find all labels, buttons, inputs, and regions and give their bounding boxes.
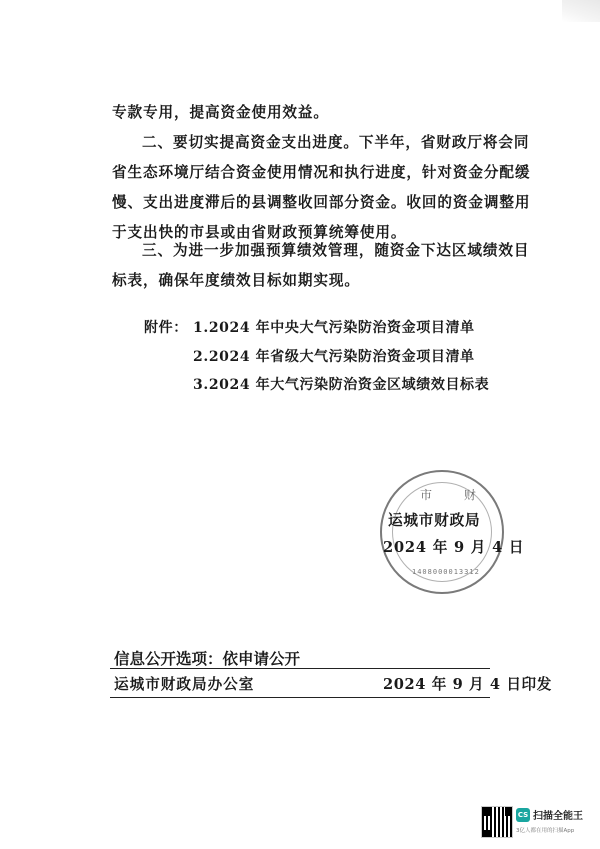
page-corner-mark [562,0,600,22]
issuer-office: 运城市财政局办公室 [114,676,255,693]
footer-rule-bottom [110,697,490,698]
scanner-slogan: 3亿人都在用的扫描App [516,828,575,834]
camscanner-logo-icon: CS [516,808,530,822]
paragraph-line: 二、要切实提高资金支出进度。下半年，省财政厅将会同 [142,134,530,151]
scanner-app-name: 扫描全能王 [533,811,583,822]
official-seal [380,470,504,594]
signature-date: 2024 年 9 月 4 日 [383,539,525,556]
paragraph-line: 慢、支出进度滞后的县调整收回部分资金。收回的资金调整用 [112,194,531,211]
signature-org: 运城市财政局 [388,512,481,529]
paragraph-line: 于支出快的市县或由省财政预算统筹使用。 [112,224,407,241]
paragraph-line: 三、为进一步加强预算绩效管理，随资金下达区域绩效目 [142,242,530,259]
paragraph-line: 专款专用，提高资金使用效益。 [112,104,329,121]
seal-code: 1408000013312 [412,568,480,576]
attachment-item: 1.2024 年中央大气污染防治资金项目清单 [193,320,475,336]
paragraph-line: 标表，确保年度绩效目标如期实现。 [112,272,360,289]
footer-rule-top [110,668,490,669]
paragraph-line: 省生态环境厅结合资金使用情况和执行进度，针对资金分配缓 [112,164,531,181]
paragraph-1 [112,98,490,128]
attachment-item: 2.2024 年省级大气污染防治资金项目清单 [193,349,475,365]
paragraph-3 [112,236,530,296]
print-date: 2024 年 9 月 4 日印发 [383,676,552,693]
qr-code-icon [481,806,513,838]
attachment-item: 3.2024 年大气污染防治资金区域绩效目标表 [193,377,490,393]
paragraph-2 [112,128,531,248]
seal-top-text: 市 财 [420,488,490,502]
disclosure-option: 信息公开选项：依申请公开 [114,650,301,668]
attachments-label: 附件： [144,320,188,336]
